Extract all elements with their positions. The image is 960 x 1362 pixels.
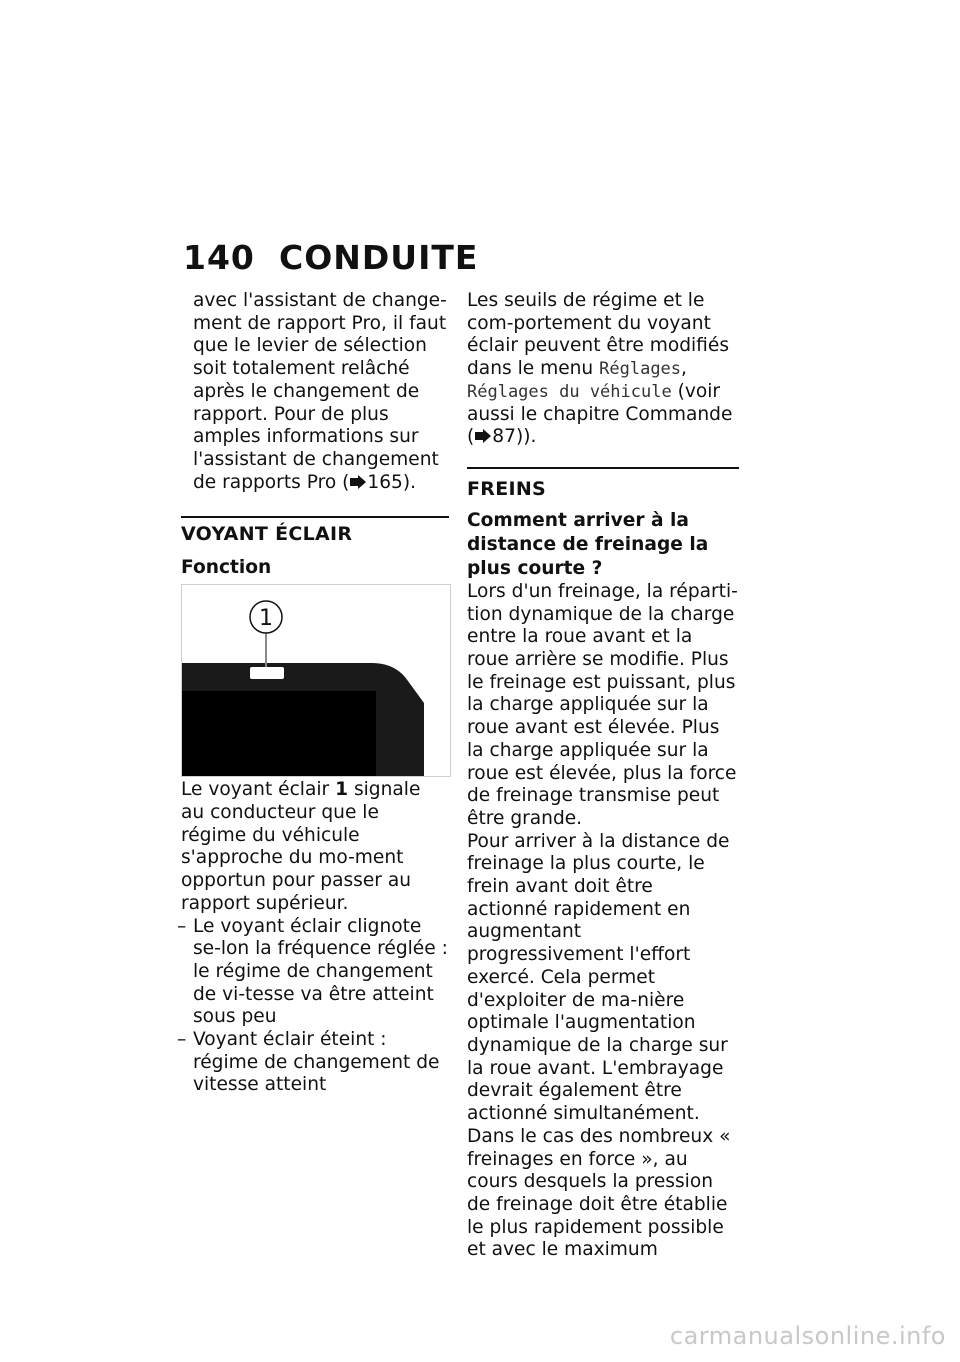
- settings-text-b: (voir aussi le chapitre Commande (: [467, 380, 733, 448]
- menu-item-reglages: Réglages: [599, 359, 682, 380]
- intro-paragraph: [181, 290, 449, 494]
- section-divider: [467, 467, 739, 469]
- callout-number: 1: [259, 606, 273, 632]
- menu-item-reglages-vehicule: Réglages du véhicule: [467, 381, 672, 402]
- right-column: [467, 290, 739, 1262]
- settings-paragraph: [467, 290, 739, 449]
- sub-title-fonction: Fonction: [181, 557, 272, 579]
- settings-text-a: Les seuils de régime et le com-portement du voyant éclair peuvent être modifiés dans le menu: [467, 290, 730, 380]
- body-paragraph: [181, 779, 449, 915]
- chapter-title: CONDUITE: [279, 238, 479, 277]
- list-text: Voyant éclair éteint : régime de changement de vitesse atteint: [193, 1029, 440, 1096]
- state-list: [177, 915, 449, 1098]
- body-text-a: Le voyant éclair: [181, 779, 336, 801]
- intro-end: ).: [402, 471, 417, 493]
- page-number: 140: [183, 238, 255, 277]
- section-title-freins: FREINS: [467, 477, 547, 500]
- page-reference[interactable]: [349, 472, 403, 493]
- page-header: [183, 238, 478, 282]
- menu-separator: ,: [681, 358, 687, 380]
- display-screen: [182, 691, 376, 776]
- shift-light-icon: [250, 667, 284, 679]
- list-dash: –: [177, 1029, 187, 1051]
- brake-paragraph-1: Lors d'un freinage, la réparti-tion dynamique de la charge entre la roue avant et la roue arrière se modifie. Plus le freinage est puissant, plus la charge appliquée sur la roue avant est élevée. Plus la charge appliquée sur la roue est élevée, plus la force de freinage transmise peut être grande.: [467, 580, 738, 829]
- page-reference[interactable]: [474, 426, 516, 447]
- body-callout: 1: [335, 779, 349, 801]
- list-item: [177, 1029, 449, 1097]
- section-title-voyant: VOYANT ÉCLAIR: [181, 523, 353, 546]
- brake-paragraph-2: Pour arriver à la distance de freinage la plus courte, le frein avant doit être actionné rapidement en augmentant progressivement l'effort exercé. Cela permet d'exploiter de ma-nière optimale l'augmentation dynamique de la charge sur la roue avant. L'embrayage devrait également être actionné simultanément. Dans le cas des nombreux « freinages en force », au cours desquels la pression de freinage doit être établie le plus rapidement possible et avec le maximum: [467, 830, 731, 1261]
- ref-page-number: 165: [367, 471, 403, 493]
- sub-title-distance: Comment arriver à la distance de freinage la plus courte ?: [467, 509, 709, 579]
- section-divider: [181, 516, 449, 518]
- arrow-reference-icon: [349, 475, 367, 489]
- ref-page-number: 87: [492, 426, 516, 448]
- list-text: Le voyant éclair clignote se-lon la fréquence réglée : le régime de changement de vi-tesse va être atteint sous peu: [193, 915, 448, 1028]
- arrow-reference-icon: [474, 429, 492, 443]
- body-text-b: signale au conducteur que le régime du véhicule s'approche du mo-ment opportun pour passer au rapport supérieur.: [181, 779, 421, 914]
- watermark-logo: carmanualsonline.info: [669, 1322, 946, 1350]
- left-column: [177, 290, 449, 1097]
- dashboard-illustration: [182, 585, 450, 776]
- intro-text: avec l'assistant de change-ment de rapport Pro, il faut que le levier de sélection soit totalement relâché après le changement de rapport. Pour de plus amples informations sur l'assistant de changement de rapports Pro (: [193, 290, 447, 493]
- list-dash: –: [177, 915, 187, 937]
- dashboard-figure: [181, 584, 451, 777]
- list-item: [177, 915, 449, 1030]
- settings-end: )).: [515, 426, 537, 448]
